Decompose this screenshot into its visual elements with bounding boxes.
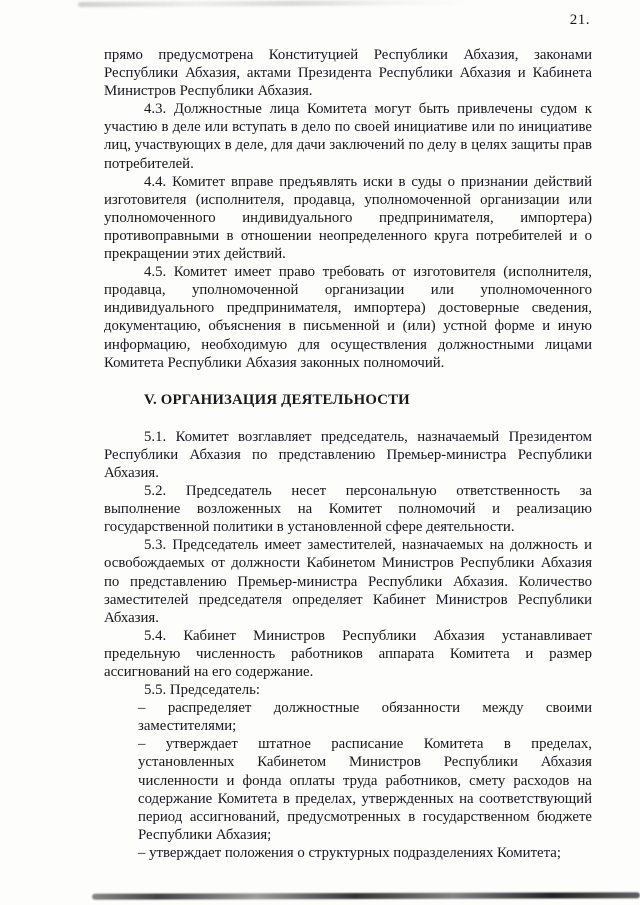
bullet-item: – утверждает положения о структурных подразделениях Комитета;	[138, 844, 561, 861]
section-heading-v: V. ОРГАНИЗАЦИЯ ДЕЯТЕЛЬНОСТИ	[144, 391, 410, 408]
page-number: 21.	[569, 12, 590, 28]
paragraph-4-5: 4.5. Комитет имеет право требовать от изготовителя (исполнителя, продавца, уполномоченной организации или уполномоченного индивидуального предпринимателя, импортера) достоверные сведения, документацию, объяснения в письменной и (или) устной форме и иную информацию, необходимую для осуществления должностными лицами Комитета Республики Абхазия законных полномочий.	[104, 264, 592, 371]
paragraph-5-3: 5.3. Председатель имеет заместителей, назначаемых на должность и освобождаемых от должности Кабинетом Министров Республики Абхазия по представлению Премьер-министра Республики Абхазия. Количество заместителей председателя определяет Кабинет Министров Республики Абхазия.	[104, 537, 592, 626]
scan-artifact-bottom	[92, 892, 640, 899]
paragraph-4-3: 4.3. Должностные лица Комитета могут быть привлечены судом к участию в деле или вступать в дело по своей инициативе или по инициативе лиц, участвующих в деле, для дачи заключений по делу в целях защиты прав потребителей.	[104, 101, 592, 172]
paragraph-5-1: 5.1. Комитет возглавляет председатель, назначаемый Президентом Республики Абхазия по представлению Премьер-министра Республики Абхазия.	[104, 428, 592, 481]
paragraph-5-4: 5.4. Кабинет Министров Республики Абхазия устанавливает предельную численность работников аппарата Комитета и размер ассигнований на его содержание.	[104, 627, 592, 680]
document-body	[104, 46, 592, 862]
bullet-item: – распределяет должностные обязанности между своими заместителями;	[138, 700, 592, 735]
paragraph-5-2: 5.2. Председатель несет персональную ответственность за выполнение возложенных на Комитет полномочий и реализацию государственной политики в установленной сфере деятельности.	[104, 483, 592, 536]
bullet-item: – утверждает штатное расписание Комитета в пределах, установленных Кабинетом Министров Республики Абхазия численности и фонда оплаты труда работников, смету расходов на содержание Комитета в пределах, утвержденных на соответствующий период ассигнований, предусмотренных в государственном бюджете Республики Абхазия;	[138, 736, 592, 843]
paragraph-continuation: прямо предусмотрена Конституцией Республики Абхазия, законами Республики Абхазия, актами Президента Республики Абхазия и Кабинета Министров Республики Абхазия.	[104, 47, 592, 100]
scan-artifact-top	[78, 0, 468, 7]
paragraph-5-5: 5.5. Председатель:	[144, 682, 260, 699]
paragraph-4-4: 4.4. Комитет вправе предъявлять иски в суды о признании действий изготовителя (исполнителя, продавца, уполномоченной организации или уполномоченного индивидуального предпринимателя, импортера) противоправными в отношении неопределенного круга потребителей и о прекращении этих действий.	[104, 173, 592, 263]
